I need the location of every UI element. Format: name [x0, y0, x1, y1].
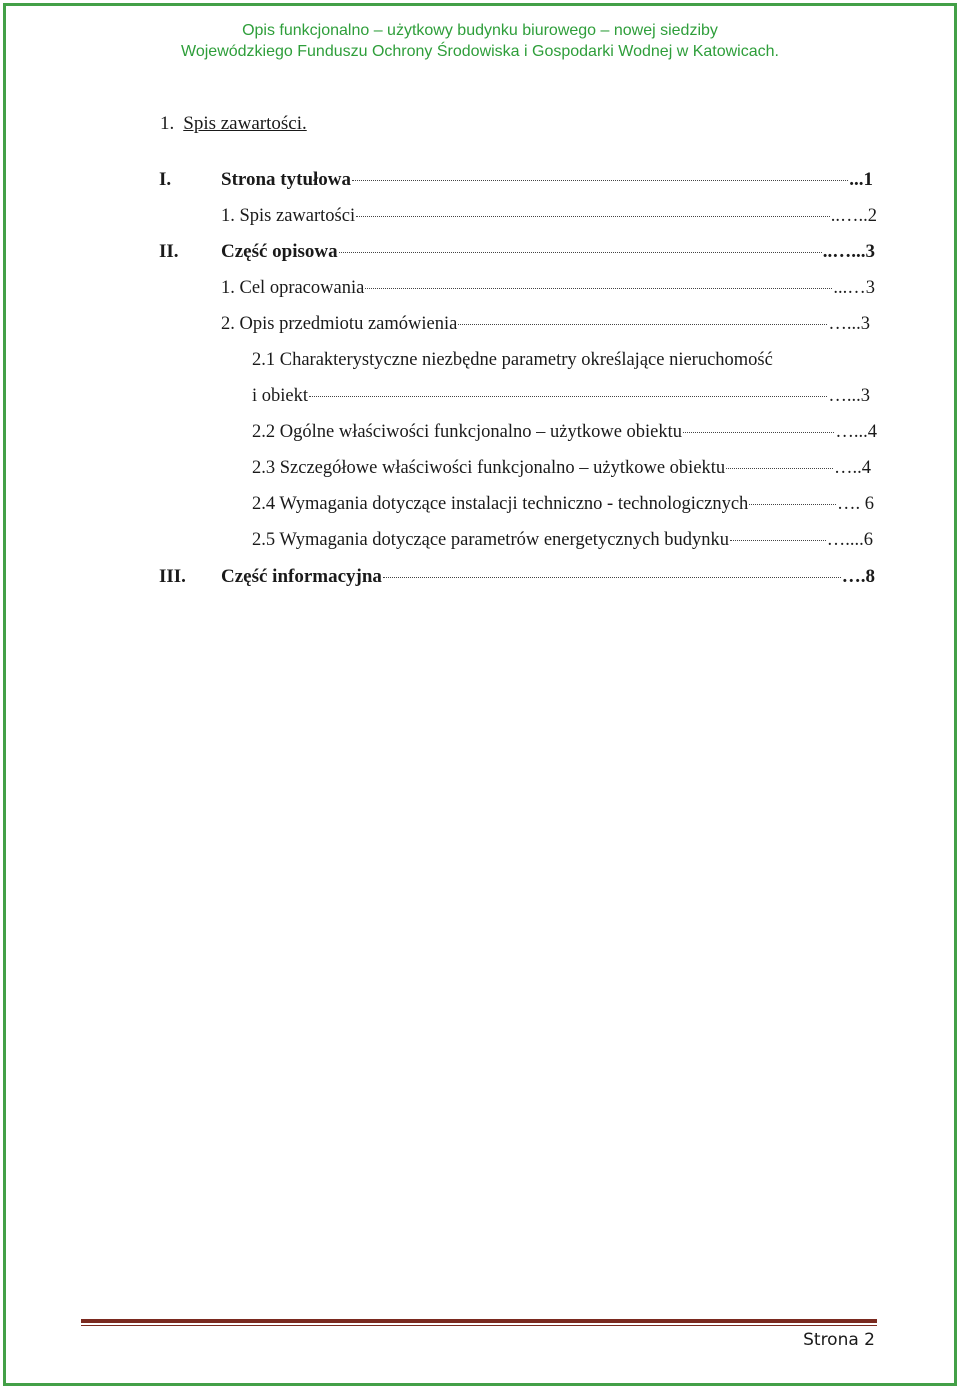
- toc-entry-page: ….8: [841, 566, 875, 587]
- toc-leader: [383, 577, 841, 578]
- toc-entry-czesc-opisowa[interactable]: [221, 239, 875, 265]
- toc-entry-title: 2.4 Wymagania dotyczące instalacji techniczno - technologicznych: [252, 494, 749, 514]
- toc-leader: [339, 252, 822, 253]
- toc-entry-2-1-line-1[interactable]: 2.1 Charakterystyczne niezbędne parametry określające nieruchomość: [252, 350, 773, 370]
- toc-leader: [726, 468, 833, 469]
- header-line-2: Wojewódzkiego Funduszu Ochrony Środowiska i Gospodarki Wodnej w Katowicach.: [181, 43, 779, 60]
- header-line-1: Opis funkcjonalno – użytkowy budynku biurowego – nowej siedziby: [242, 22, 718, 39]
- page-header: [0, 20, 960, 62]
- toc-entry-title: Część informacyjna: [221, 566, 382, 587]
- toc-entry-title: 2.2 Ogólne właściwości funkcjonalno – użytkowe obiektu: [252, 422, 683, 442]
- toc-entry-2-4[interactable]: [252, 491, 874, 517]
- toc-leader: [352, 180, 848, 181]
- footer-rule-thin: [81, 1325, 877, 1326]
- toc-entry-page: …...3: [828, 386, 870, 406]
- toc-entry-opis-przedmiotu[interactable]: [221, 311, 870, 337]
- toc-entry-title: 2.3 Szczegółowe właściwości funkcjonalno – użytkowe obiektu: [252, 458, 726, 478]
- toc-leader: [683, 432, 834, 433]
- toc-heading-text: Spis zawartości.: [183, 113, 307, 134]
- toc-roman-3: III.: [159, 566, 186, 587]
- toc-entry-title: i obiekt: [252, 386, 309, 406]
- toc-leader: [356, 216, 830, 217]
- toc-entry-title: Część opisowa: [221, 241, 338, 262]
- toc-entry-strona-tytulowa[interactable]: [221, 167, 873, 193]
- toc-leader: [458, 324, 827, 325]
- footer-rule-thick: [81, 1319, 877, 1323]
- toc-entry-page: …...3: [828, 314, 870, 334]
- toc-entry-page: …. 6: [837, 494, 874, 514]
- toc-heading: [160, 112, 307, 136]
- toc-leader: [365, 288, 832, 289]
- toc-entry-page: ..…..2: [830, 206, 877, 226]
- toc-roman-2: II.: [159, 241, 179, 262]
- toc-entry-page: …...4: [835, 422, 877, 442]
- toc-entry-spis-zawartosci[interactable]: [221, 203, 877, 229]
- toc-leader: [749, 504, 836, 505]
- toc-entry-2-5[interactable]: [252, 527, 873, 553]
- toc-entry-page: …..4: [834, 458, 871, 478]
- toc-roman-1: I.: [159, 169, 172, 190]
- toc-entry-title: 2.5 Wymagania dotyczące parametrów energetycznych budynku: [252, 530, 729, 550]
- toc-leader: [309, 396, 827, 397]
- toc-entry-page: ...…3: [833, 278, 875, 298]
- footer-page-number: Strona 2: [803, 1330, 875, 1350]
- toc-entry-title: Strona tytułowa: [221, 169, 352, 190]
- toc-entry-page: ..…...3: [822, 241, 875, 262]
- toc-entry-2-3[interactable]: [252, 455, 871, 481]
- toc-entry-title: 2. Opis przedmiotu zamówienia: [221, 314, 458, 334]
- toc-entry-2-1-line-2[interactable]: [252, 383, 870, 409]
- toc-entry-page: …....6: [826, 530, 873, 550]
- toc-leader: [730, 540, 826, 541]
- toc-entry-cel-opracowania[interactable]: [221, 275, 875, 301]
- toc-entry-title: 1. Cel opracowania: [221, 278, 365, 298]
- toc-heading-number: 1.: [160, 113, 175, 134]
- toc-entry-title: 1. Spis zawartości: [221, 206, 356, 226]
- toc-entry-czesc-informacyjna[interactable]: [221, 564, 875, 590]
- toc-entry-2-2[interactable]: [252, 419, 877, 445]
- toc-entry-page: ...1: [849, 169, 873, 190]
